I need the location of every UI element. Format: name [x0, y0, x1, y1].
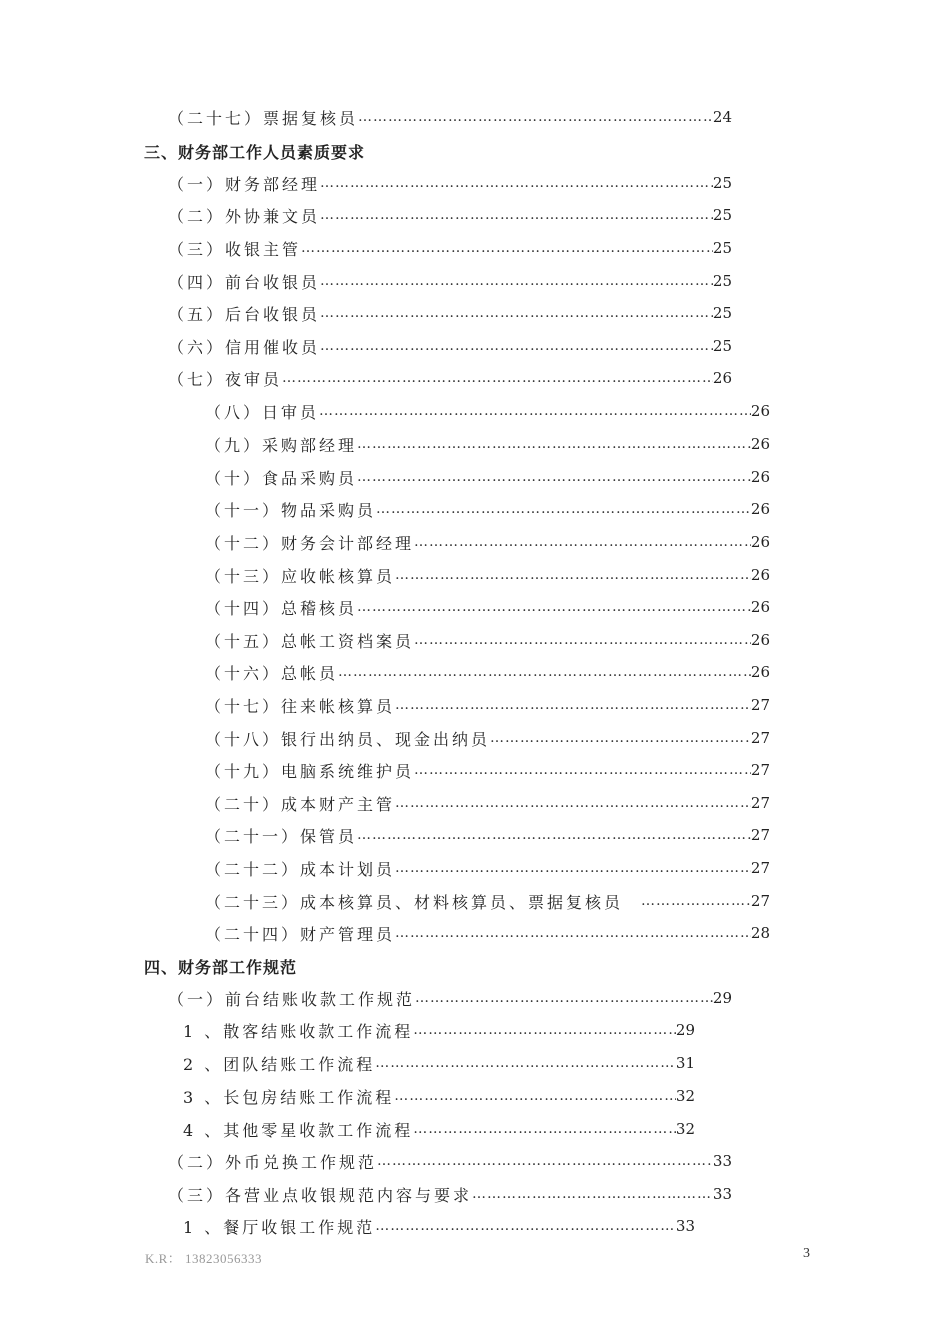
toc-page-number: 24 [712, 108, 732, 126]
toc-entry-label: （十七）往来帐核算员 [205, 696, 396, 716]
toc-page-number: 26 [750, 533, 770, 551]
toc-entry-label: （三）收银主管 [168, 239, 302, 259]
toc-page-number: 26 [750, 500, 770, 518]
page-number: 3 [803, 1246, 810, 1261]
toc-page-number: 33 [712, 1185, 732, 1203]
toc-page-number: 27 [750, 892, 770, 910]
toc-entry[interactable] [205, 563, 770, 587]
toc-leader-dots [338, 664, 751, 680]
toc-entry-label: （十三）应收帐核算员 [205, 566, 396, 586]
toc-page-number: 25 [712, 272, 732, 290]
toc-entry[interactable] [168, 986, 732, 1010]
toc-leader-dots [377, 1153, 713, 1169]
toc-leader-dots [395, 567, 751, 583]
toc-entry-label: （二十二）成本计划员 [205, 859, 396, 879]
toc-page-number: 27 [750, 794, 770, 812]
toc-entry[interactable] [205, 530, 770, 554]
toc-entry-label: （十）食品采购员 [205, 468, 358, 488]
toc-entry-label: （十二）财务会计部经理 [205, 533, 415, 553]
toc-page-number: 27 [750, 859, 770, 877]
toc-page-number: 31 [675, 1054, 695, 1072]
toc-leader-dots [395, 860, 751, 876]
toc-leader-dots [319, 403, 751, 419]
toc-entry[interactable] [205, 432, 770, 456]
toc-leader-dots [375, 1055, 676, 1071]
toc-entry[interactable] [168, 301, 732, 325]
toc-leader-dots [472, 1186, 713, 1202]
toc-entry-label: （五）后台收银员 [168, 304, 321, 324]
toc-page-number: 26 [750, 598, 770, 616]
toc-page-number: 26 [750, 631, 770, 649]
toc-page-number: 32 [675, 1120, 695, 1138]
toc-entry[interactable] [183, 1051, 695, 1075]
toc-entry[interactable] [205, 856, 770, 880]
toc-entry-label: （十九）电脑系统维护员 [205, 761, 415, 781]
toc-entry-label: （一）财务部经理 [168, 174, 321, 194]
toc-page-number: 33 [675, 1217, 695, 1235]
toc-entry-label: （六）信用催收员 [168, 337, 321, 357]
toc-entry-label: （二十）成本财产主管 [205, 794, 396, 814]
toc-page-number: 27 [750, 696, 770, 714]
toc-entry[interactable] [205, 465, 770, 489]
toc-entry-label: （二十一）保管员 [205, 826, 358, 846]
toc-entry[interactable] [183, 1214, 695, 1238]
toc-leader-dots [490, 730, 751, 746]
toc-leader-dots [357, 599, 751, 615]
toc-page-number: 26 [750, 435, 770, 453]
toc-page-number: 33 [712, 1152, 732, 1170]
toc-entry-label: 2 、团队结账工作流程 [183, 1054, 376, 1074]
toc-leader-dots [320, 207, 713, 223]
toc-entry[interactable] [168, 105, 732, 129]
toc-leader-dots [358, 109, 713, 125]
toc-leader-dots [395, 925, 751, 941]
toc-entry[interactable] [205, 823, 770, 847]
toc-entry[interactable] [205, 595, 770, 619]
toc-entry-label: （三）各营业点收银规范内容与要求 [168, 1185, 473, 1205]
toc-entry[interactable] [205, 660, 770, 684]
toc-page-number: 25 [712, 304, 732, 322]
toc-leader-dots [414, 632, 751, 648]
toc-page-number: 27 [750, 729, 770, 747]
toc-entry[interactable] [183, 1117, 695, 1141]
toc-page-number: 26 [750, 663, 770, 681]
toc-leader-dots [641, 893, 751, 909]
toc-leader-dots [415, 990, 713, 1006]
toc-leader-dots [320, 175, 713, 191]
toc-leader-dots [357, 436, 751, 452]
toc-page-number: 28 [750, 924, 770, 942]
toc-leader-dots [395, 697, 751, 713]
toc-leader-dots [320, 273, 713, 289]
section-heading: 四、财务部工作规范 [144, 958, 298, 977]
toc-leader-dots [376, 501, 751, 517]
section-heading: 三、财务部工作人员素质要求 [144, 143, 366, 162]
toc-entry[interactable] [205, 726, 770, 750]
toc-leader-dots [320, 305, 713, 321]
toc-entry-label: （二）外币兑换工作规范 [168, 1152, 378, 1172]
toc-entry-label: （二十四）财产管理员 [205, 924, 396, 944]
toc-entry[interactable] [168, 1182, 732, 1206]
toc-page-number: 25 [712, 337, 732, 355]
toc-entry-label: （一）前台结账收款工作规范 [168, 989, 416, 1009]
toc-page-number: 29 [675, 1021, 695, 1039]
toc-entry[interactable] [168, 366, 732, 390]
toc-entry-label: （八）日审员 [205, 402, 320, 422]
toc-leader-dots [282, 370, 713, 386]
toc-entry[interactable] [168, 236, 732, 260]
toc-leader-dots [413, 1121, 676, 1137]
toc-entry-label: 3 、长包房结账工作流程 [183, 1087, 395, 1107]
toc-entry[interactable] [168, 269, 732, 293]
toc-entry-label: 1 、散客结账收款工作流程 [183, 1021, 414, 1041]
toc-entry-label: （七）夜审员 [168, 369, 283, 389]
toc-entry[interactable] [168, 171, 732, 195]
toc-entry-label: 4 、其他零星收款工作流程 [183, 1120, 414, 1140]
toc-entry-label: （十四）总稽核员 [205, 598, 358, 618]
toc-page-number: 25 [712, 206, 732, 224]
toc-entry[interactable] [205, 399, 770, 423]
toc-entry-label: 1 、餐厅收银工作规范 [183, 1217, 376, 1237]
toc-entry-label: （十六）总帐员 [205, 663, 339, 683]
toc-entry[interactable] [205, 693, 770, 717]
toc-page-number: 26 [712, 369, 732, 387]
toc-entry-label: （二十三）成本核算员、材料核算员、票据复核员 [205, 892, 624, 912]
toc-entry[interactable] [183, 1084, 695, 1108]
toc-page-number: 27 [750, 761, 770, 779]
toc-entry-label: （九）采购部经理 [205, 435, 358, 455]
toc-page-number: 26 [750, 402, 770, 420]
toc-entry[interactable] [168, 1149, 732, 1173]
toc-entry-label: （四）前台收银员 [168, 272, 321, 292]
toc-leader-dots [301, 240, 713, 256]
toc-entry-label: （十一）物品采购员 [205, 500, 377, 520]
toc-page-number: 32 [675, 1087, 695, 1105]
toc-entry[interactable] [205, 791, 770, 815]
toc-page-number: 25 [712, 174, 732, 192]
footer-contact: K.R： 13823056333 [145, 1251, 263, 1266]
toc-entry[interactable] [205, 628, 770, 652]
toc-leader-dots [394, 1088, 676, 1104]
toc-entry[interactable] [183, 1018, 695, 1042]
toc-page-number: 25 [712, 239, 732, 257]
toc-entry-label: （十五）总帐工资档案员 [205, 631, 415, 651]
toc-entry-label: （二）外协兼文员 [168, 206, 321, 226]
toc-page-number: 27 [750, 826, 770, 844]
toc-leader-dots [414, 534, 751, 550]
toc-page-number: 26 [750, 468, 770, 486]
toc-entry[interactable] [205, 758, 770, 782]
toc-leader-dots [413, 1022, 676, 1038]
toc-entry[interactable] [168, 334, 732, 358]
toc-page-number: 29 [712, 989, 732, 1007]
toc-leader-dots [320, 338, 713, 354]
toc-entry-label: （二十七）票据复核员 [168, 108, 359, 128]
toc-entry[interactable] [205, 889, 770, 913]
toc-entry[interactable] [168, 203, 732, 227]
toc-leader-dots [357, 827, 751, 843]
toc-entry-label: （十八）银行出纳员、现金出纳员 [205, 729, 491, 749]
toc-leader-dots [395, 795, 751, 811]
toc-page-number: 26 [750, 566, 770, 584]
toc-leader-dots [357, 469, 751, 485]
toc-leader-dots [375, 1218, 676, 1234]
toc-leader-dots [414, 762, 751, 778]
toc-entry[interactable] [205, 497, 770, 521]
toc-entry[interactable] [205, 921, 770, 945]
